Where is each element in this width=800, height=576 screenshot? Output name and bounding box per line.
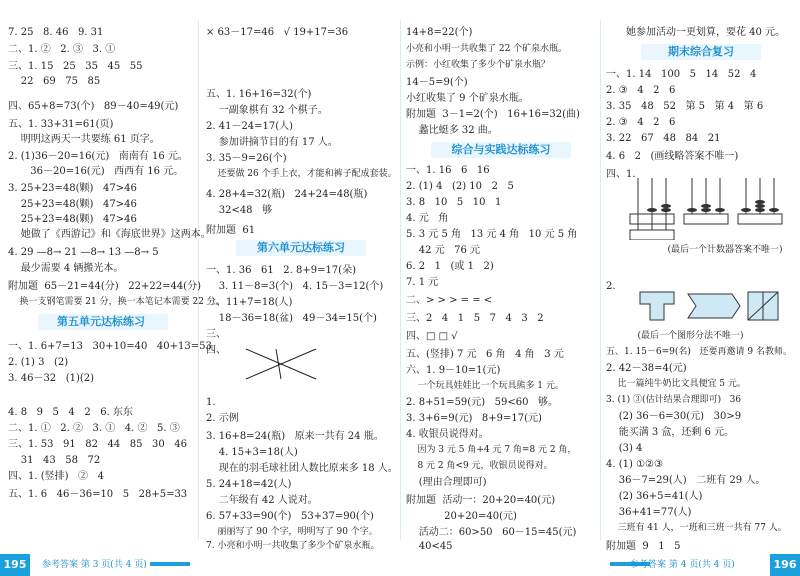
answer-line: 5. 3 元 5 角 13 元 4 角 10 元 5 角	[406, 229, 578, 240]
answer-column-3	[406, 18, 596, 552]
answer-line: 4. 15+3=18(人)	[206, 447, 298, 458]
answer-line: (最后一个计数器答案不唯一)	[656, 245, 783, 255]
answer-line: 比一篇纯牛奶比文具便宜 5 元。	[606, 379, 746, 389]
answer-line: 丽丽写了 90 个字，明明写了 90 个字。	[206, 527, 378, 537]
answer-line: 2. 41－24=17(人)	[206, 121, 294, 132]
answer-line: 25+23=48(颗) 47>46	[8, 214, 137, 225]
answer-line: 25+23=48(颗) 47>46	[8, 199, 137, 210]
answer-line: 五、1. 33+31=61(页)	[8, 119, 114, 130]
answer-line: 2. (1) 4 (2) 10 2 5	[406, 181, 514, 192]
matching-lines-figure	[236, 344, 346, 384]
answer-line: 42 元 76 元	[406, 245, 481, 256]
answer-line: 22 69 75 85	[8, 76, 101, 87]
answer-line: 附加题 65－21=44(分) 22+22=44(分)	[8, 281, 201, 292]
answer-line: 三、1. 15 25 35 45 55	[8, 61, 143, 72]
answer-line: 六、1. 9－10=1(元)	[406, 365, 501, 376]
answer-line: 二、1. ① 2. ② 3. ① 4. ② 5. ③	[8, 423, 180, 434]
answer-line: 7. 25 8. 46 9. 31	[8, 27, 104, 38]
answer-line: 40<45	[406, 541, 453, 552]
answer-line: 4. 28+4=32(瓶) 24+24=48(瓶)	[206, 189, 368, 200]
answer-line: 4. (1) ①②③	[606, 459, 663, 470]
answer-line: 6. 57+33=90(个) 53+37=90(个)	[206, 511, 374, 522]
answer-line: 一、1. 14 100 5 14 52 4	[606, 69, 757, 80]
answer-line: 五、1. 15－6=9(名) 还要再邀请 9 名教师。	[606, 347, 792, 357]
answer-line: 小亮和小明一共收集了 22 个矿泉水瓶。	[406, 44, 568, 54]
answer-line: 4. 8 9 5 4 2 6. 东东	[8, 407, 133, 418]
answer-line: 8 元 2 角<9 元，收银员说得对。	[406, 461, 553, 471]
footer-right: 参考答案 第 4 页(共 4 页)	[630, 560, 735, 570]
answer-line: 3. 46－32 (1)(2)	[8, 373, 95, 384]
answer-line: 最少需要 4 辆搬光本。	[8, 263, 124, 274]
answer-line: 7. 小亮和小明一共收集了多少个矿泉水瓶。	[206, 541, 380, 551]
answer-line: 附加题 9 1 5	[606, 541, 681, 552]
answer-line: 三班有 41 人，一班和三班一共有 77 人。	[606, 523, 787, 533]
answer-line: 因为 3 元 5 角+4 元 7 角=8 元 2 角，	[406, 445, 577, 455]
answer-line: 2. ③ 4 2 6	[606, 85, 676, 96]
answer-line: 2. 8+51=59(元) 59<60 够。	[406, 397, 558, 408]
answer-line: 她做了《西游记》和《海底世界》这两本。	[8, 229, 211, 240]
section-title: 综合与实践达标练习	[451, 143, 551, 156]
answer-line: 三、2 4 1 5 7 4 3 2	[406, 313, 544, 324]
abacus-figures	[628, 168, 788, 240]
answer-line: 四、1. (竖排) ② 4	[8, 471, 104, 482]
footer-accent-bar	[150, 562, 190, 566]
answer-line: 14－5=9(个)	[406, 77, 468, 88]
answer-line: 4. 收银员说得对。	[406, 429, 489, 440]
answer-line: 3. 11－8=3(个) 4. 15－3=12(个)	[206, 281, 384, 292]
answer-line: (最后一个图形分法不唯一)	[626, 331, 744, 341]
answer-line: 14+8=22(个)	[406, 27, 473, 38]
answer-line: 附加题 61	[206, 225, 256, 236]
answer-line: 活动二：60>50 60－15=45(元)	[406, 527, 577, 538]
answer-line: 一、1. 16 6 16	[406, 165, 490, 176]
answer-line: 四、1.	[606, 169, 636, 180]
answer-line: 换一支钢笔需要 21 分，换一本笔记本需要 22 分。	[8, 297, 225, 307]
answer-line: 36－20=16(元) 西西有 16 元。	[8, 166, 184, 177]
answer-line: 4. 元 角	[406, 213, 449, 224]
answer-line: 还要做 26 个手上衣，才能和裤子配成套装。	[206, 169, 397, 179]
answer-column-2	[206, 18, 398, 551]
page-number-left: 195	[0, 554, 30, 576]
answer-line: 3. 35 48 52 第 5 第 4 第 6	[606, 101, 764, 112]
answer-line: 36－7=29(人) 二班有 29 人。	[606, 475, 766, 486]
answer-line: 二、11+7=18(人)	[206, 297, 293, 308]
answer-line: 一、1. 36 61 2. 8+9=17(朵)	[206, 265, 356, 276]
answer-line: 2. ③ 4 2 6	[606, 117, 676, 128]
answer-line: 小红收集了 9 个矿泉水瓶。	[406, 93, 529, 104]
answer-line: 三、	[206, 329, 226, 340]
answer-line: 7. 1 元	[406, 277, 439, 288]
answer-line: 一副象棋有 32 个棋子。	[206, 105, 328, 116]
answer-line: 3. 16+8=24(瓶) 原来一共有 24 瓶。	[206, 431, 384, 442]
answer-line: × 63－17=46 √ 19+17=36	[206, 27, 349, 38]
answer-line: 3. 25+23=48(颗) 47>46	[8, 183, 137, 194]
answer-line: 蠡比蜓多 32 曲。	[406, 125, 498, 136]
shape-division-figures	[636, 286, 786, 324]
answer-line: 附加题 3－1=2(个) 16+16=32(曲)	[406, 109, 580, 120]
page-number-right: 196	[770, 554, 800, 576]
answer-line: 36+41=77(人)	[606, 507, 692, 518]
answer-line: (2) 36+5=41(人)	[606, 491, 703, 502]
answer-line: 示例：小红收集了多少个矿泉水瓶？	[406, 60, 551, 70]
section-title: 第六单元达标练习	[257, 241, 345, 254]
answer-line: 三、1. 53 91 82 44 85 30 46	[8, 439, 188, 450]
answer-line: 32<48 够	[206, 205, 273, 216]
answer-line: 3. 35－9=26(个)	[206, 153, 287, 164]
answer-line: 2. 42－38=4(元)	[606, 363, 687, 374]
answer-line: 附加题 活动一：20+20=40(元)	[406, 495, 556, 506]
answer-line: 31 43 58 72	[8, 455, 101, 466]
answer-line: 4. 29 —8→ 21 —8→ 13 —8→ 5	[8, 247, 159, 258]
answer-line: 3. (1) ③(估计结果合理即可) 36	[606, 395, 742, 405]
answer-line: 6. 2 1 (或 1 2)	[406, 261, 494, 272]
answer-line: 4. 6 2 (画线略答案不唯一)	[606, 151, 739, 162]
answer-line: 18－36=18(盆) 49－34=15(个)	[206, 313, 377, 324]
answer-line: 四、□ □ √	[406, 331, 458, 342]
column-divider	[400, 20, 401, 540]
answer-line: 2. 示例	[206, 413, 242, 424]
answer-line: 20+20=40(元)	[406, 511, 517, 522]
answer-line: 一个玩具娃娃比一个玩具熊多 1 元。	[406, 381, 564, 391]
answer-line: 四、65+8=73(个) 89－40=49(元)	[8, 101, 179, 112]
answer-line: 一、1. 6+7=13 30+10=40 40+13=53	[8, 341, 212, 352]
answer-line: 2. (1) 3 (2)	[8, 357, 69, 368]
answer-line: 她参加活动一更划算，要花 40 元。	[626, 27, 786, 38]
answer-line: 五、1. 6 46－36=10 5 28+5=33	[8, 489, 188, 500]
answer-line: 参加讲摘节目的有 17 人。	[206, 137, 338, 148]
answer-line: 二、> > > = = <	[406, 295, 493, 306]
answer-line: 四、	[206, 345, 226, 356]
answer-line: 3. 3+6=9(元) 8+9=17(元)	[406, 413, 542, 424]
column-divider	[600, 20, 601, 540]
answer-line: 1.	[206, 397, 219, 408]
answer-line: (2) 36－6=30(元) 30>9	[606, 411, 742, 422]
answer-line: 5. 24+18=42(人)	[206, 479, 292, 490]
answer-line: 2. (1)36－20=16(元) 南南有 16 元。	[8, 151, 188, 162]
answer-line: 二年级有 42 人说对。	[206, 495, 318, 506]
answer-line: (理由合理即可)	[406, 477, 487, 488]
answer-line: 现在的羽毛球社团人数比原来多 18 人。	[206, 463, 398, 474]
section-title: 期末综合复习	[668, 45, 734, 58]
answer-line: 能买满 3 盒，还剩 6 元。	[606, 427, 735, 438]
answer-line: 2.	[606, 281, 616, 292]
answer-line: 3. 22 67 48 84 21	[606, 133, 721, 144]
answer-line: (3) 4	[606, 443, 643, 454]
answer-line: 3. 8 10 5 10 1	[406, 197, 502, 208]
section-title: 第五单元达标练习	[57, 315, 145, 328]
answer-line: 五、1. 16+16=32(个)	[206, 89, 312, 100]
answer-line: 五、(竖排) 7 元 6 角 4 角 3 元	[406, 349, 564, 360]
answer-line: 二、1. ② 2. ③ 3. ①	[8, 44, 116, 55]
answer-column-4	[606, 18, 796, 552]
footer-left: 参考答案 第 3 页(共 4 页)	[42, 560, 147, 570]
answer-line: 明明这两天一共要练 61 页字。	[8, 134, 160, 145]
